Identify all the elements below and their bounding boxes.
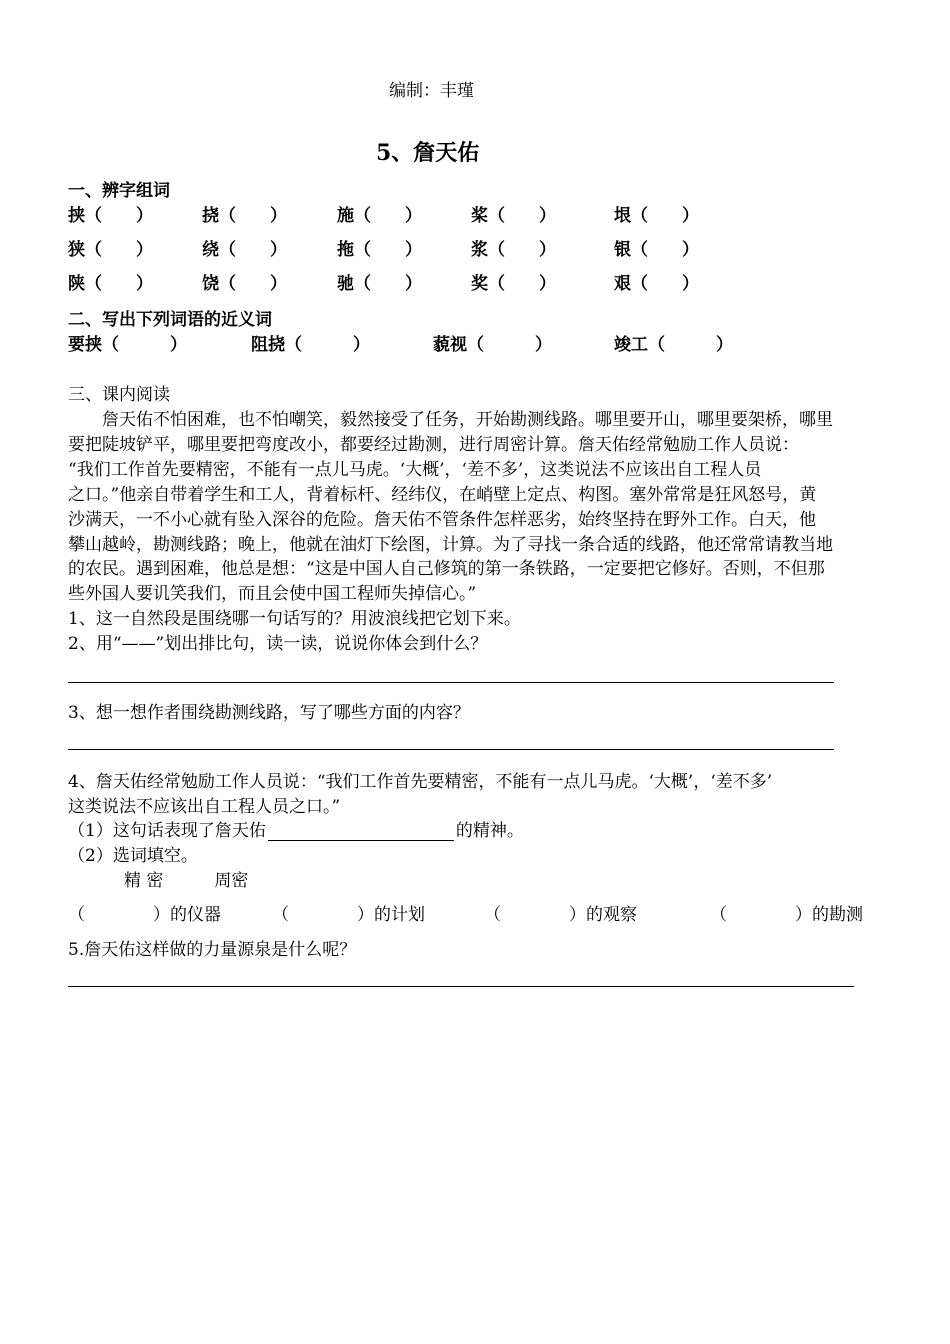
question-2: 2、用“——”划出排比句，读一读，说说你体会到什么？ bbox=[68, 634, 488, 654]
section3-heading: 三、课内阅读 bbox=[68, 385, 170, 405]
char-cell: 垠（ ） bbox=[614, 206, 699, 226]
char-cell: 浆（ ） bbox=[471, 240, 556, 260]
sub1-prefix: （1）这句话表现了詹天佑 bbox=[68, 821, 266, 841]
passage-line: 要把陡坡铲平，哪里要把弯度改小，都要经过勘测，进行周密计算。詹天佑经常勉励工作人员说： bbox=[68, 435, 799, 455]
sub1-suffix: 的精神。 bbox=[455, 821, 524, 841]
question-4-line2: 这类说法不应该出自工程人员之口。” bbox=[68, 797, 341, 817]
question-1: 1、这一自然段是围绕哪一句话写的？用波浪线把它划下来。 bbox=[68, 609, 521, 629]
fill-item[interactable]: （ ）的仪器 bbox=[68, 905, 221, 925]
char-cell: 陕（ ） bbox=[68, 274, 153, 294]
char-cell: 挟（ ） bbox=[68, 206, 153, 226]
answer-line[interactable] bbox=[68, 682, 834, 683]
synonym-item: 阻挠（ ） bbox=[251, 335, 370, 355]
passage-line: 詹天佑不怕困难，也不怕嘲笑，毅然接受了任务，开始勘测线路。哪里要开山，哪里要架桥，哪里 bbox=[68, 410, 833, 430]
section1-heading: 一、辨字组词 bbox=[68, 181, 170, 201]
synonym-item: 藐视（ ） bbox=[433, 335, 552, 355]
fill-item[interactable]: （ ）的计划 bbox=[272, 905, 425, 925]
answer-line[interactable] bbox=[68, 986, 854, 987]
char-cell: 桨（ ） bbox=[471, 206, 556, 226]
section2-heading: 二、写出下列词语的近义词 bbox=[68, 310, 272, 330]
passage-line: “我们工作首先要精密，不能有一点儿马虎。‘大概’，‘差不多’，这类说法不应该出自工程人员 bbox=[68, 460, 762, 480]
char-cell: 艰（ ） bbox=[614, 274, 699, 294]
fill-item[interactable]: （ ）的观察 bbox=[484, 905, 637, 925]
fill-item[interactable]: （ ）的勘测 bbox=[710, 905, 863, 925]
char-cell: 施（ ） bbox=[337, 206, 422, 226]
char-cell: 驰（ ） bbox=[337, 274, 422, 294]
word-choices: 精 密 周密 bbox=[124, 871, 249, 891]
page-title: 5、詹天佑 bbox=[376, 140, 480, 166]
synonym-item: 要挟（ ） bbox=[68, 335, 187, 355]
passage-line: 沙满天，一不小心就有坠入深谷的危险。詹天佑不管条件怎样恶劣，始终坚持在野外工作。白天，他 bbox=[68, 510, 816, 530]
char-cell: 挠（ ） bbox=[202, 206, 287, 226]
char-cell: 拖（ ） bbox=[337, 240, 422, 260]
question-3: 3、想一想作者围绕勘测线路，写了哪些方面的内容？ bbox=[68, 703, 470, 723]
question-4-sub2: （2）选词填空。 bbox=[68, 846, 198, 866]
synonym-item: 竣工（ ） bbox=[614, 335, 733, 355]
answer-line[interactable] bbox=[68, 749, 834, 750]
question-5: 5.詹天佑这样做的力量源泉是什么呢？ bbox=[68, 940, 357, 960]
passage-line: 之口。”他亲自带着学生和工人，背着标杆、经纬仪，在峭壁上定点、构图。塞外常常是狂风怒号，黄 bbox=[68, 485, 817, 505]
question-4-line1: 4、詹天佑经常勉励工作人员说：“我们工作首先要精密，不能有一点儿马虎。‘大概’，‘差不多’ bbox=[68, 772, 773, 792]
passage-line: 攀山越岭，勘测线路；晚上，他就在油灯下绘图，计算。为了寻找一条合适的线路，他还常常请教当地 bbox=[68, 535, 833, 555]
author-credit: 编制：丰瑾 bbox=[389, 81, 474, 101]
char-cell: 奖（ ） bbox=[471, 274, 556, 294]
char-cell: 饶（ ） bbox=[202, 274, 287, 294]
passage-line: 的农民。遇到困难，他总是想：“这是中国人自己修筑的第一条铁路，一定要把它修好。否则，不但那 bbox=[68, 559, 825, 579]
char-cell: 狭（ ） bbox=[68, 240, 153, 260]
passage-line: 些外国人要讥笑我们，而且会使中国工程师失掉信心。” bbox=[68, 584, 477, 604]
question-4-sub1 bbox=[68, 816, 524, 841]
fill-blank-line[interactable] bbox=[268, 822, 454, 841]
char-cell: 银（ ） bbox=[614, 240, 699, 260]
char-cell: 绕（ ） bbox=[202, 240, 287, 260]
